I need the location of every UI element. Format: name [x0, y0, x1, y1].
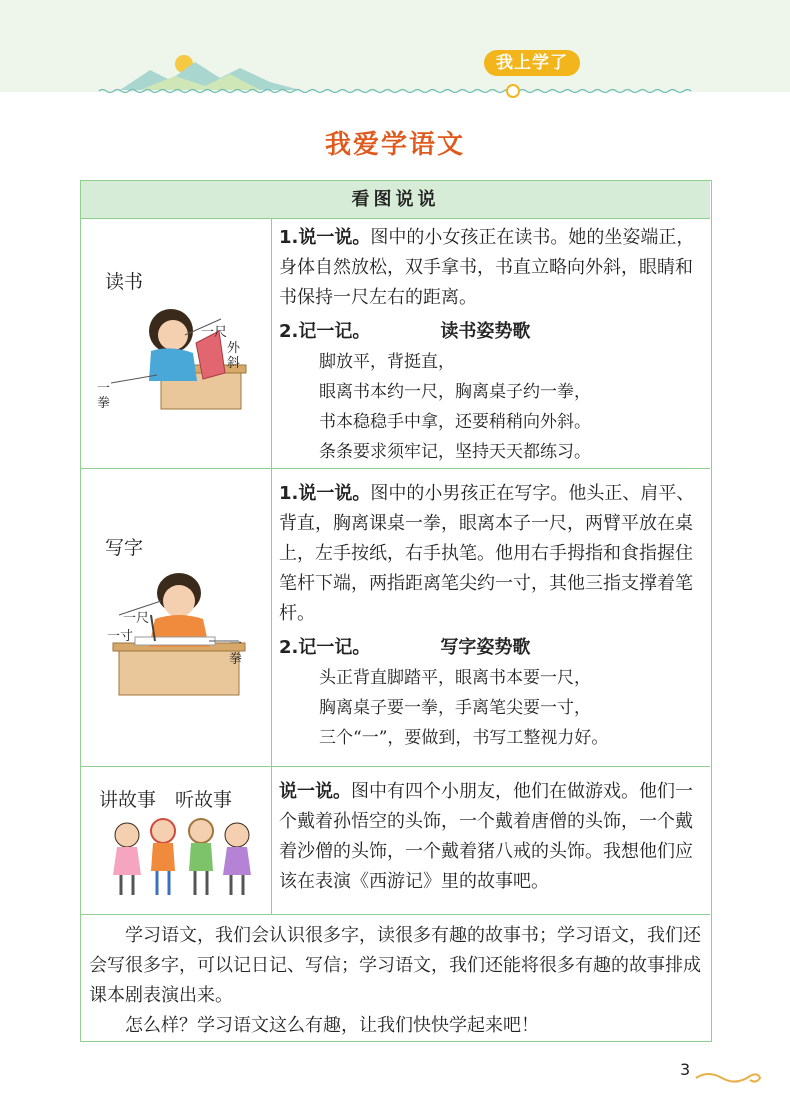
writing-rhyme: [279, 663, 707, 753]
row-label-storytelling: 讲故事 听故事: [99, 789, 233, 811]
rhyme-line: 脚放平，背挺直，: [319, 352, 455, 372]
rhyme-line: 书本稳稳手中拿，还要稍稍向外斜。: [319, 412, 591, 432]
rhyme-line: 三个“一”，要做到，书写工整视力好。: [319, 728, 609, 748]
closing-paragraph: 学习语文，我们会认识很多字，读很多有趣的故事书；学习语文，我们还会写很多字，可以记日记、写信；学习语文，我们还能将很多有趣的故事排成课本剧表演出来。: [89, 925, 701, 1006]
item-number: 2.记一记。: [279, 321, 371, 342]
mark-outward: 外斜: [227, 341, 241, 371]
row-label-reading: 读书: [105, 271, 144, 293]
row-label-writing: 写字: [105, 537, 144, 559]
mark-one-fist: 一拳: [229, 637, 243, 667]
rhyme-line: 条条要求须牢记，坚持天天都练习。: [319, 442, 591, 462]
page-number: 3: [680, 1060, 691, 1079]
writing-description: 图中的小男孩正在写字。他头正、肩平、背直，胸离课桌一拳，眼离本子一尺，两臂平放在桌上，左手按纸，右手执笔。他用右手拇指和食指握住笔杆下端，两指距离笔尖约一寸，其他三指支撑着笔杆。: [279, 483, 695, 624]
children-playing-illustration: [101, 813, 261, 899]
page-title: 我爱学语文: [324, 130, 465, 160]
writing-text-cell: [279, 479, 707, 753]
row-divider: [81, 766, 710, 767]
item-number: 1.说一说。: [279, 227, 371, 248]
wave-border: [0, 88, 790, 94]
item-number: 说一说。: [279, 781, 351, 802]
item-number: 2.记一记。: [279, 637, 371, 658]
rhyme-line: 头正背直脚踏平，眼离书本要一尺，: [319, 668, 591, 688]
reading-description: 图中的小女孩正在读书。她的坐姿端正，身体自然放松，双手拿书，书直立略向外斜，眼睛和书保持一尺左右的距离。: [279, 227, 695, 308]
reading-rhyme: [279, 347, 707, 467]
table-header: 看图说说: [81, 181, 710, 219]
tag-dot: [506, 84, 520, 98]
page-swirl-ornament: [694, 1064, 764, 1088]
closing-paragraph: 怎么样？学习语文这么有趣，让我们快快学起来吧！: [125, 1015, 539, 1036]
mark-one-chi: 一尺: [201, 325, 228, 340]
item-number: 1.说一说。: [279, 483, 371, 504]
story-description: 图中有四个小朋友，他们在做游戏。他们一个戴着孙悟空的头饰，一个戴着唐僧的头饰，一个戴着沙僧的头饰，一个戴着猪八戒的头饰。我想他们应该在表演《西游记》里的故事吧。: [279, 781, 693, 892]
rhyme-title: 写字姿势歌: [440, 637, 531, 658]
lesson-table: [80, 180, 712, 1042]
mark-one-chi: 一尺: [123, 611, 150, 626]
rhyme-line: 胸离桌子要一拳，手离笔尖要一寸，: [319, 698, 591, 718]
mountain-decoration: [120, 52, 300, 92]
mark-one-cun: 一寸: [107, 629, 134, 644]
closing-text: [89, 921, 705, 1041]
mark-one-fist: 一拳: [97, 381, 111, 411]
row-divider: [81, 468, 710, 469]
rhyme-title: 读书姿势歌: [440, 321, 531, 342]
header-band: [0, 0, 790, 92]
row-divider: [81, 914, 710, 915]
story-text-cell: [279, 777, 707, 897]
reading-text-cell: [279, 223, 707, 467]
chapter-tag: 我上学了: [484, 50, 580, 76]
column-divider: [271, 218, 272, 914]
rhyme-line: 眼离书本约一尺，胸离桌子约一拳，: [319, 382, 591, 402]
